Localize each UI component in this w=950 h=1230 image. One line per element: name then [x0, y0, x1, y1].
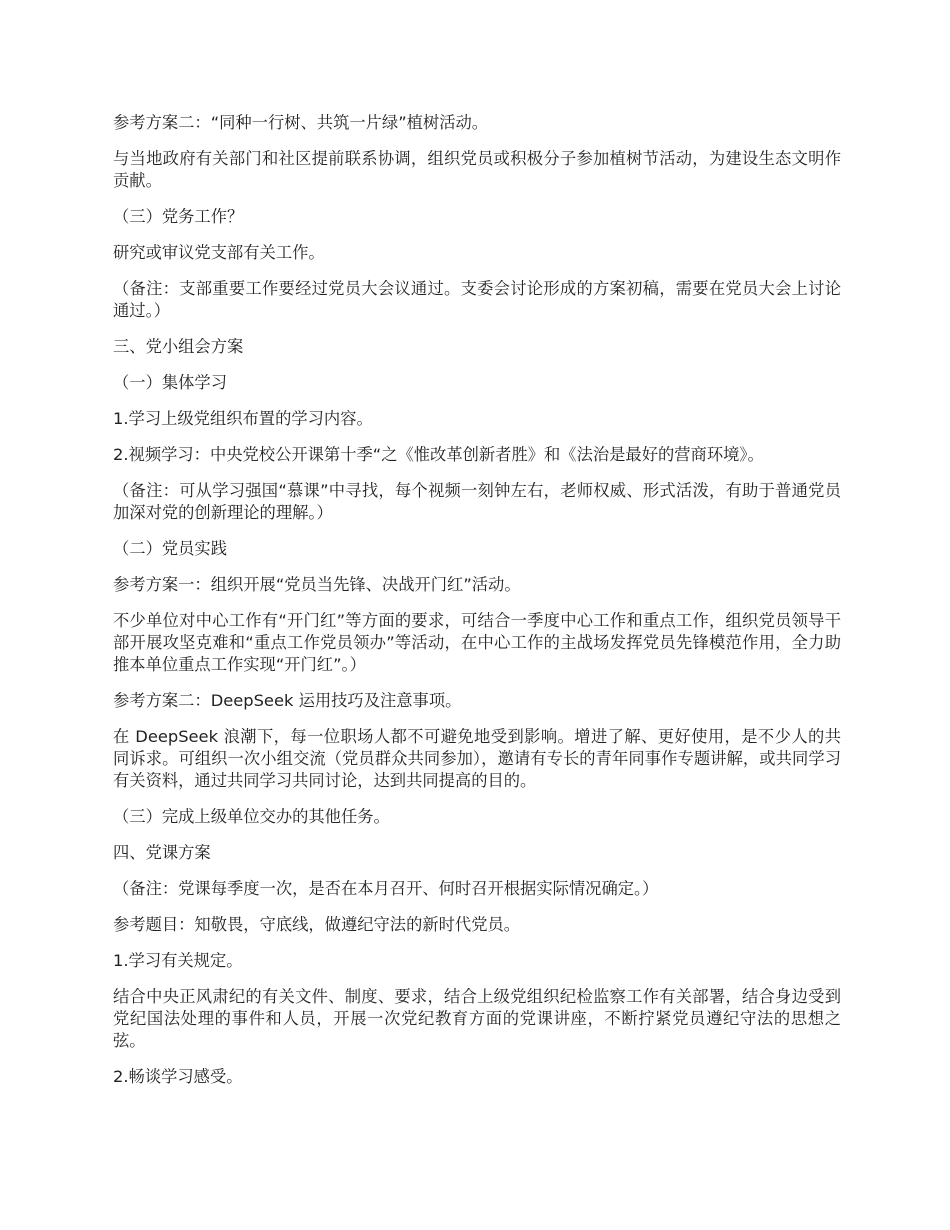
paragraph-deepseek-detail: 在 DeepSeek 浪潮下，每一位职场人都不可避免地受到影响。增进了解、更好使用，是不少人的共同诉求。可组织一次小组交流（党员群众共同参加），邀请有专长的青年同事作专题讲解，或共同学习有关资料，通过共同学习共同讨论，达到共同提高的目的。: [113, 727, 841, 790]
list-item-video-study: 2.视频学习：中央党校公开课第十季“之《惟改革创新者胜》和《法治是最好的营商环境》。: [113, 445, 764, 464]
paragraph-plan-two-tree-planting: 参考方案二：“同种一行树、共筑一片绿”植树活动。: [113, 113, 489, 132]
paragraph-good-start-detail: 不少单位对中心工作有“开门红”等方面的要求，可结合一季度中心工作和重点工作，组织党员领导干部开展攻坚克难和“重点工作党员领办”等活动，在中心工作的主战场发挥党员先锋模范作用，全力助推本单位重点工作实现“开门红”。）: [113, 611, 841, 674]
paragraph-review-work: 研究或审议党支部有关工作。: [113, 243, 325, 262]
note-quarterly-lecture: （备注：党课每季度一次，是否在本月召开、何时召开根据实际情况确定。）: [113, 879, 659, 898]
document-page: [113, 112, 841, 1102]
paragraph-plan-one-vanguard: 参考方案一：组织开展“党员当先锋、决战开门红”活动。: [113, 575, 521, 594]
note-important-work: （备注：支部重要工作要经过党员大会议通过。支委会讨论形成的方案初稿，需要在党员大会上讨论通过。）: [113, 279, 841, 320]
heading-party-affairs: （三）党务工作？: [113, 207, 244, 226]
heading-member-practice: （二）党员实践: [113, 539, 227, 558]
list-item-share-feelings: 2.畅谈学习感受。: [113, 1067, 243, 1086]
paragraph-plan-two-deepseek: 参考方案二：DeepSeek 运用技巧及注意事项。: [113, 691, 462, 710]
paragraph-discipline-detail: 结合中央正风肃纪的有关文件、制度、要求，结合上级党组织纪检监察工作有关部署，结合身边受到党纪国法处理的事件和人员，开展一次党纪教育方面的党课讲座，不断拧紧党员遵纪守法的思想之弦。: [113, 987, 841, 1050]
heading-other-tasks: （三）完成上级单位交办的其他任务。: [113, 807, 390, 826]
list-item-study-content: 1.学习上级党组织布置的学习内容。: [113, 409, 373, 428]
paragraph-tree-planting-detail: 与当地政府有关部门和社区提前联系协调，组织党员或积极分子参加植树节活动，为建设生态文明作贡献。: [113, 149, 841, 190]
section-heading-group-meeting: 三、党小组会方案: [113, 337, 244, 356]
section-heading-party-lecture: 四、党课方案: [113, 843, 211, 862]
paragraph-reference-topic: 参考题目：知敬畏，守底线，做遵纪守法的新时代党员。: [113, 915, 521, 934]
note-mooc: （备注：可从学习强国“慕课”中寻找，每个视频一刻钟左右，老师权威、形式活泼，有助于普通党员加深对党的创新理论的理解。）: [113, 481, 841, 522]
heading-collective-study: （一）集体学习: [113, 373, 227, 392]
list-item-study-rules: 1.学习有关规定。: [113, 951, 243, 970]
